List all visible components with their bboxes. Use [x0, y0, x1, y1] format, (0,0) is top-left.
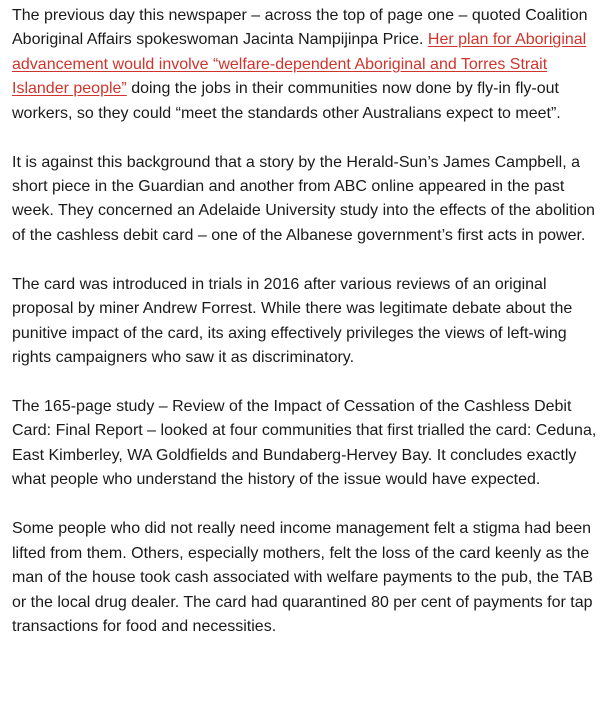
paragraph-1-text-before: The previous day this newspaper – across the top of page one – quoted Coalition Aboriginal Affairs spokeswoman Jacinta Nampijinpa Price.	[12, 7, 588, 49]
price-quote-link[interactable]: Her plan for Aboriginal advancement would involve “welfare-dependent Aboriginal and Torres Strait Islander people”	[12, 31, 587, 98]
paragraph-3: The card was introduced in trials in 2016 after various reviews of an original proposal by miner Andrew Forrest. While there was legitimate debate about the punitive impact of the card, its axing effectively privileges the views of left-wing rights campaigners who saw it as discriminatory.	[12, 275, 573, 367]
paragraph-1	[12, 4, 602, 126]
paragraph-4: The 165-page study – Review of the Impact of Cessation of the Cashless Debit Card: Final Report – looked at four communities that first trialled the card: Ceduna, East Kimberley, WA Goldfields and Bundaberg-Hervey Bay. It concludes exactly what people who understand the history of the issue would have expected.	[12, 398, 597, 489]
paragraph-5: Some people who did not really need income management felt a stigma had been lifted from them. Others, especially mothers, felt the loss of the card keenly as the man of the house took cash associated with welfare payments to the pub, the TAB or the local drug dealer. The card had quarantined 80 per cent of payments for tap transactions for food and necessities.	[12, 520, 594, 635]
article-body	[12, 4, 602, 639]
paragraph-1-text-after: doing the jobs in their communities now done by fly-in fly-out workers, so they could “meet the standards other Australians expect to meet”.	[12, 80, 561, 122]
paragraph-2: It is against this background that a story by the Herald-Sun’s James Campbell, a short piece in the Guardian and another from ABC online appeared in the past week. They concerned an Adelaide University study into the effects of the abolition of the cashless debit card – one of the Albanese government’s first acts in power.	[12, 153, 595, 244]
